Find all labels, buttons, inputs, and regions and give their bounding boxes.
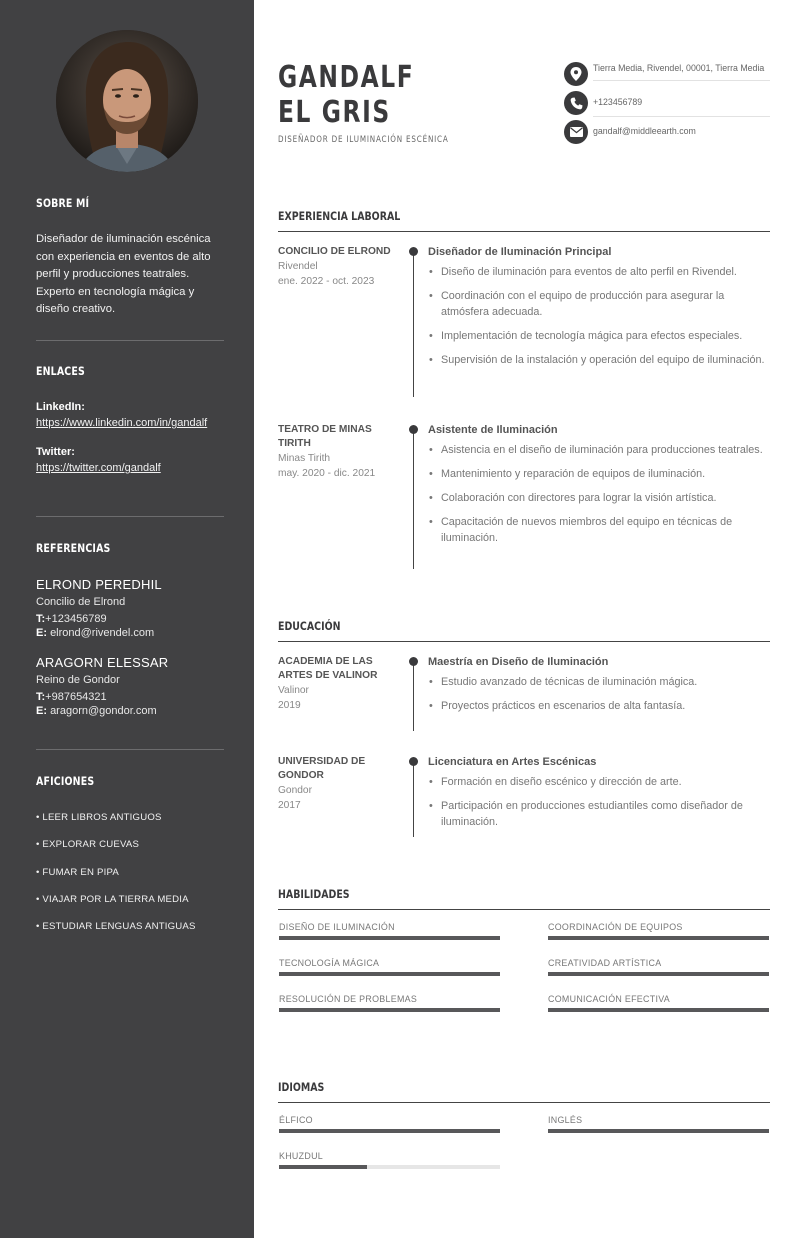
entry-details xyxy=(428,423,770,554)
bullet-item: • Colaboración con directores para lograr la visión artística. xyxy=(428,490,770,506)
phone-text: +123456789 xyxy=(593,91,770,117)
reference-item xyxy=(36,655,224,717)
reference-name: ARAGORN ELESSAR xyxy=(36,655,169,670)
hobby-item: • FUMAR EN PIPA xyxy=(36,866,119,878)
sidebar xyxy=(0,0,254,1238)
about-text: Diseñador de iluminación escénica con experiencia en eventos de alto perfil y producciones teatrales. Experto en tecnología mágica y diseño creativo. xyxy=(36,233,211,315)
about-section xyxy=(36,196,224,319)
contact-email xyxy=(564,120,770,144)
language-bar xyxy=(279,1165,500,1169)
contact-phone xyxy=(564,91,770,117)
skill-item xyxy=(279,958,500,976)
entry-position: Maestría en Diseño de Iluminación xyxy=(428,656,609,668)
bullet-item: • Participación en producciones estudiantiles como diseñador de iluminación. xyxy=(428,798,770,830)
skill-label: CREATIVIDAD ARTÍSTICA xyxy=(548,958,662,968)
hobby-item: • VIAJAR POR LA TIERRA MEDIA xyxy=(36,893,189,905)
language-bar xyxy=(548,1129,769,1133)
entry-org: TEATRO DE MINAS TIRITH xyxy=(278,424,372,449)
address-text: Tierra Media, Rivendel, 00001, Tierra Media xyxy=(593,62,770,81)
language-label: INGLÉS xyxy=(548,1115,583,1125)
timeline-line xyxy=(413,427,414,569)
language-bar-fill xyxy=(548,1129,769,1133)
phone-icon xyxy=(564,91,588,115)
phone-label: T: xyxy=(36,613,46,625)
bullet-item: • Supervisión de la instalación y operación del equipo de iluminación. xyxy=(428,352,770,368)
entry-position: Asistente de Iluminación xyxy=(428,424,558,436)
language-bar-fill xyxy=(279,1165,367,1169)
email-value: elrond@rivendel.com xyxy=(50,627,155,639)
skill-item xyxy=(279,922,500,940)
entry-dates: 2019 xyxy=(278,700,301,711)
reference-name: ELROND PEREDHIL xyxy=(36,577,162,592)
bullet-item: • Mantenimiento y reparación de equipos de iluminación. xyxy=(428,466,770,482)
skill-label: COORDINACIÓN DE EQUIPOS xyxy=(548,922,683,932)
skills-title xyxy=(278,885,770,910)
name-line-1: GANDALF xyxy=(278,60,415,95)
hobby-item: • LEER LIBROS ANTIGUOS xyxy=(36,812,162,823)
entry-location: Rivendel xyxy=(278,261,318,272)
link-item-twitter xyxy=(36,446,224,476)
skill-bar-fill xyxy=(548,972,769,976)
section-heading: HABILIDADES xyxy=(278,887,350,901)
entry-details xyxy=(428,755,770,838)
twitter-link[interactable]: https://twitter.com/gandalf xyxy=(36,462,161,474)
skill-item xyxy=(548,958,769,976)
reference-org: Reino de Gondor xyxy=(36,674,120,686)
links-title: ENLACES xyxy=(36,364,85,378)
skill-bar xyxy=(548,1008,769,1012)
timeline-dot xyxy=(409,657,418,666)
entry-meta xyxy=(278,755,393,813)
email-label: E: xyxy=(36,627,47,639)
skill-label: TECNOLOGÍA MÁGICA xyxy=(279,958,380,968)
section-heading: EXPERIENCIA LABORAL xyxy=(278,209,401,223)
references-title: REFERENCIAS xyxy=(36,541,111,555)
sidebar-divider xyxy=(36,516,224,517)
hobbies-title: AFICIONES xyxy=(36,774,95,788)
skill-item xyxy=(548,922,769,940)
skill-bar xyxy=(548,972,769,976)
language-item xyxy=(279,1115,500,1133)
sidebar-divider xyxy=(36,340,224,341)
entry-details xyxy=(428,245,770,376)
language-bar xyxy=(279,1129,500,1133)
bullet-item: • Capacitación de nuevos miembros del equipo en técnicas de iluminación. xyxy=(428,514,770,546)
skill-bar xyxy=(279,972,500,976)
entry-position: Licenciatura en Artes Escénicas xyxy=(428,756,597,768)
link-label: LinkedIn: xyxy=(36,401,85,413)
contact-address xyxy=(564,62,770,86)
link-item-linkedin xyxy=(36,401,224,431)
email-text: gandalf@middleearth.com xyxy=(593,126,696,136)
about-title: SOBRE MÍ xyxy=(36,196,90,210)
timeline-dot xyxy=(409,757,418,766)
entry-org: CONCILIO DE ELROND xyxy=(278,246,391,257)
entry-bullets xyxy=(428,442,770,546)
skill-bar-fill xyxy=(279,972,500,976)
reference-phone xyxy=(36,613,224,625)
timeline-line xyxy=(413,759,414,837)
bullet-item: • Formación en diseño escénico y dirección de arte. xyxy=(428,774,770,790)
timeline-dot xyxy=(409,247,418,256)
reference-phone xyxy=(36,691,224,703)
skill-bar-fill xyxy=(279,936,500,940)
envelope-icon xyxy=(564,120,588,144)
bullet-item: • Estudio avanzado de técnicas de iluminación mágica. xyxy=(428,674,770,690)
entry-dates: may. 2020 - dic. 2021 xyxy=(278,468,376,479)
phone-value: +123456789 xyxy=(45,613,107,625)
languages-title xyxy=(278,1078,770,1103)
job-title: DISEÑADOR DE ILUMINACIÓN ESCÉNICA xyxy=(278,135,449,145)
entry-position: Diseñador de Iluminación Principal xyxy=(428,246,612,258)
entry-org: UNIVERSIDAD DE GONDOR xyxy=(278,756,366,781)
candidate-name xyxy=(278,60,414,130)
entry-bullets xyxy=(428,674,770,714)
phone-label: T: xyxy=(36,691,46,703)
entry-location: Gondor xyxy=(278,785,312,796)
sidebar-divider xyxy=(36,749,224,750)
portrait-image xyxy=(56,30,198,172)
email-value: aragorn@gondor.com xyxy=(50,705,157,717)
entry-meta xyxy=(278,655,393,713)
reference-email xyxy=(36,705,224,717)
entry-dates: 2017 xyxy=(278,800,301,811)
entry-location: Minas Tirith xyxy=(278,453,331,464)
entry-meta xyxy=(278,245,393,289)
skill-label: COMUNICACIÓN EFECTIVA xyxy=(548,994,671,1004)
skill-bar-fill xyxy=(548,936,769,940)
hobbies-section xyxy=(36,774,224,948)
link-label: Twitter: xyxy=(36,446,75,458)
reference-email xyxy=(36,627,224,639)
timeline-line xyxy=(413,249,414,397)
location-pin-icon xyxy=(564,62,588,86)
bullet-item: • Coordinación con el equipo de producción para asegurar la atmósfera adecuada. xyxy=(428,288,770,320)
avatar xyxy=(56,30,198,172)
language-label: ÉLFICO xyxy=(279,1115,313,1125)
phone-value: +987654321 xyxy=(45,691,107,703)
bullet-item: • Diseño de iluminación para eventos de alto perfil en Rivendel. xyxy=(428,264,770,280)
entry-location: Valinor xyxy=(278,685,309,696)
entry-bullets xyxy=(428,264,770,368)
bullet-item: • Implementación de tecnología mágica para efectos especiales. xyxy=(428,328,770,344)
reference-org: Concilio de Elrond xyxy=(36,596,126,608)
entry-bullets xyxy=(428,774,770,830)
bullet-item: • Proyectos prácticos en escenarios de alta fantasía. xyxy=(428,698,770,714)
hobby-item: • EXPLORAR CUEVAS xyxy=(36,839,140,851)
hobbies-list xyxy=(36,812,224,948)
skill-label: DISEÑO DE ILUMINACIÓN xyxy=(279,922,395,932)
skill-item xyxy=(279,994,500,1012)
language-item xyxy=(279,1151,500,1169)
hobby-item: • ESTUDIAR LENGUAS ANTIGUAS xyxy=(36,921,196,933)
language-label: KHUZDUL xyxy=(279,1151,324,1161)
entry-org: ACADEMIA DE LAS ARTES DE VALINOR xyxy=(278,656,378,681)
timeline-line xyxy=(413,659,414,731)
skill-item xyxy=(548,994,769,1012)
entry-meta xyxy=(278,423,393,481)
section-heading: EDUCACIÓN xyxy=(278,619,341,633)
timeline-dot xyxy=(409,425,418,434)
bullet-item: • Asistencia en el diseño de iluminación para producciones teatrales. xyxy=(428,442,770,458)
experience-title xyxy=(278,207,770,232)
skill-label: RESOLUCIÓN DE PROBLEMAS xyxy=(279,994,418,1004)
entry-details xyxy=(428,655,770,722)
name-line-2: EL GRIS xyxy=(278,95,391,130)
linkedin-link[interactable]: https://www.linkedin.com/in/gandalf xyxy=(36,417,208,429)
email-label: E: xyxy=(36,705,47,717)
links-section xyxy=(36,364,224,476)
section-heading: IDIOMAS xyxy=(278,1080,325,1094)
entry-dates: ene. 2022 - oct. 2023 xyxy=(278,276,375,287)
language-item xyxy=(548,1115,769,1133)
references-section xyxy=(36,541,224,717)
skill-bar-fill xyxy=(279,1008,500,1012)
language-bar-fill xyxy=(279,1129,500,1133)
skill-bar xyxy=(279,936,500,940)
reference-item xyxy=(36,577,224,639)
skill-bar-fill xyxy=(548,1008,769,1012)
skill-bar xyxy=(279,1008,500,1012)
skill-bar xyxy=(548,936,769,940)
education-title xyxy=(278,617,770,642)
